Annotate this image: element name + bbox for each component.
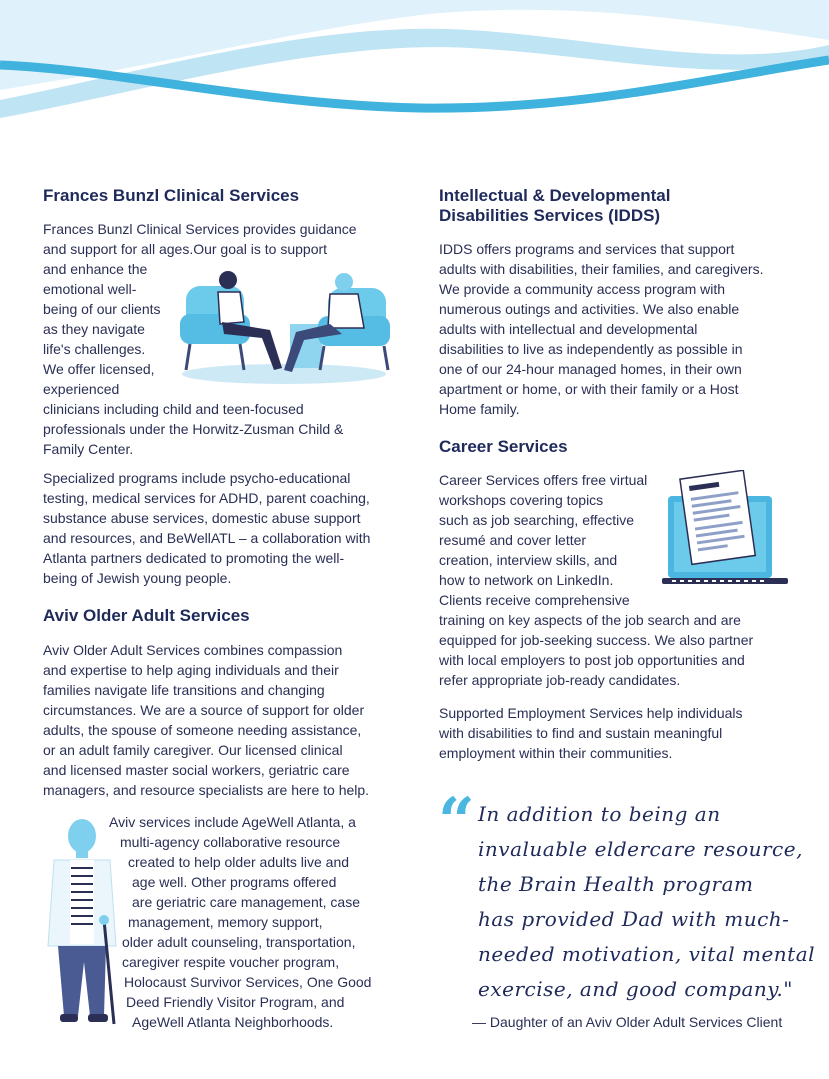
text-line: professionals under the Horwitz-Zusman Child & (43, 421, 344, 437)
quote-line: needed motivation, vital mental (478, 942, 816, 966)
text-line: Atlanta partners dedicated to promoting the well- (43, 550, 345, 566)
text-line: Frances Bunzl Clinical Services provides guidance (43, 221, 357, 237)
text-line: refer appropriate job-ready candidates. (439, 672, 681, 688)
text-line: clinicians including child and teen-focused (43, 401, 304, 417)
older-man-illustration (44, 816, 120, 1030)
text-line: Clients receive comprehensive (439, 592, 630, 608)
text-line: age well. Other programs offered (132, 874, 337, 890)
text-line: We provide a community access program with (439, 281, 726, 297)
wave-header-decoration (0, 0, 829, 130)
idds-heading-line-2: Disabilities Services (IDDS) (439, 206, 661, 225)
text-line: creation, interview skills, and (439, 552, 618, 568)
text-line: workshops covering topics (439, 492, 604, 508)
text-line: being of our clients (43, 301, 161, 317)
text-line: adults with intellectual and developmental (439, 321, 698, 337)
text-line: Family Center. (43, 441, 134, 457)
text-line: Specialized programs include psycho-educational (43, 470, 351, 486)
text-line: emotional well- (43, 281, 137, 297)
text-line: one of our 24-hour managed homes, in their own (439, 361, 742, 377)
idds-heading-line-1: Intellectual & Developmental (439, 186, 671, 205)
text-line: We offer licensed, (43, 361, 155, 377)
text-line: Aviv services include AgeWell Atlanta, a (109, 814, 356, 830)
text-line: multi-agency collaborative resource (120, 834, 341, 850)
text-line: such as job searching, effective (439, 512, 635, 528)
text-line: older adult counseling, transportation, (122, 934, 356, 950)
text-line: circumstances. We are a source of support for older (43, 702, 365, 718)
text-line: Supported Employment Services help individuals (439, 705, 743, 721)
text-line: being of Jewish young people. (43, 570, 232, 586)
text-line: testing, medical services for ADHD, parent coaching, (43, 490, 370, 506)
text-line: families navigate life transitions and changing (43, 682, 325, 698)
text-line: Career Services offers free virtual (439, 472, 648, 488)
text-line: AgeWell Atlanta Neighborhoods. (132, 1014, 334, 1030)
text-line: numerous outings and activities. We also enable (439, 301, 740, 317)
text-line: with disabilities to find and sustain meaningful (439, 725, 723, 741)
text-line: life's challenges. (43, 341, 146, 357)
text-line: are geriatric care management, case (132, 894, 360, 910)
quote-line: invaluable eldercare resource, (478, 837, 803, 861)
text-line: Home family. (439, 401, 520, 417)
quote-line: In addition to being an (478, 802, 721, 826)
text-line: resumé and cover letter (439, 532, 587, 548)
text-line: adults with disabilities, their families, and caregivers. (439, 261, 764, 277)
text-line: with local employers to post job opportunities and (439, 652, 745, 668)
text-line: and support for all ages.Our goal is to support (43, 241, 328, 257)
text-line: management, memory support, (128, 914, 323, 930)
text-line: disabilities to live as independently as possible in (439, 341, 743, 357)
text-line: and enhance the (43, 261, 148, 277)
counseling-session-illustration (178, 266, 390, 386)
quote-line: exercise, and good company." (478, 977, 793, 1001)
aviv-heading: Aviv Older Adult Services (43, 606, 250, 625)
career-heading: Career Services (439, 437, 568, 456)
text-line: or an adult family caregiver. Our licensed clinical (43, 742, 343, 758)
text-line: adults, the spouse of someone needing assistance, (43, 722, 362, 738)
text-line: training on key aspects of the job search and are (439, 612, 741, 628)
laptop-resume-illustration (662, 470, 788, 598)
text-line: IDDS offers programs and services that support (439, 241, 735, 257)
text-line: Deed Friendly Visitor Program, and (126, 994, 345, 1010)
text-line: employment within their communities. (439, 745, 673, 761)
text-line: and resources, and BeWellATL – a collaboration with (43, 530, 371, 546)
text-line: managers, and resource specialists are here to help. (43, 782, 370, 798)
text-line: created to help older adults live and (128, 854, 350, 870)
text-line: and licensed master social workers, geriatric care (43, 762, 350, 778)
quote-mark-icon: “ (438, 784, 475, 859)
quote-line: the Brain Health program (478, 872, 754, 896)
text-line: caregiver respite voucher program, (122, 954, 340, 970)
quote-attribution: — Daughter of an Aviv Older Adult Services Client (472, 1014, 783, 1030)
text-line: Aviv Older Adult Services combines compassion (43, 642, 343, 658)
text-line: experienced (43, 381, 120, 397)
text-line: as they navigate (43, 321, 145, 337)
text-line: substance abuse services, domestic abuse support (43, 510, 361, 526)
text-line: and expertise to help aging individuals and their (43, 662, 339, 678)
text-line: equipped for job-seeking success. We also partner (439, 632, 754, 648)
text-line: apartment or home, or with their family or a Host (439, 381, 739, 397)
quote-line: has provided Dad with much- (478, 907, 790, 931)
text-line: Holocaust Survivor Services, One Good (124, 974, 372, 990)
frances-heading: Frances Bunzl Clinical Services (43, 186, 300, 205)
text-line: how to network on LinkedIn. (439, 572, 614, 588)
